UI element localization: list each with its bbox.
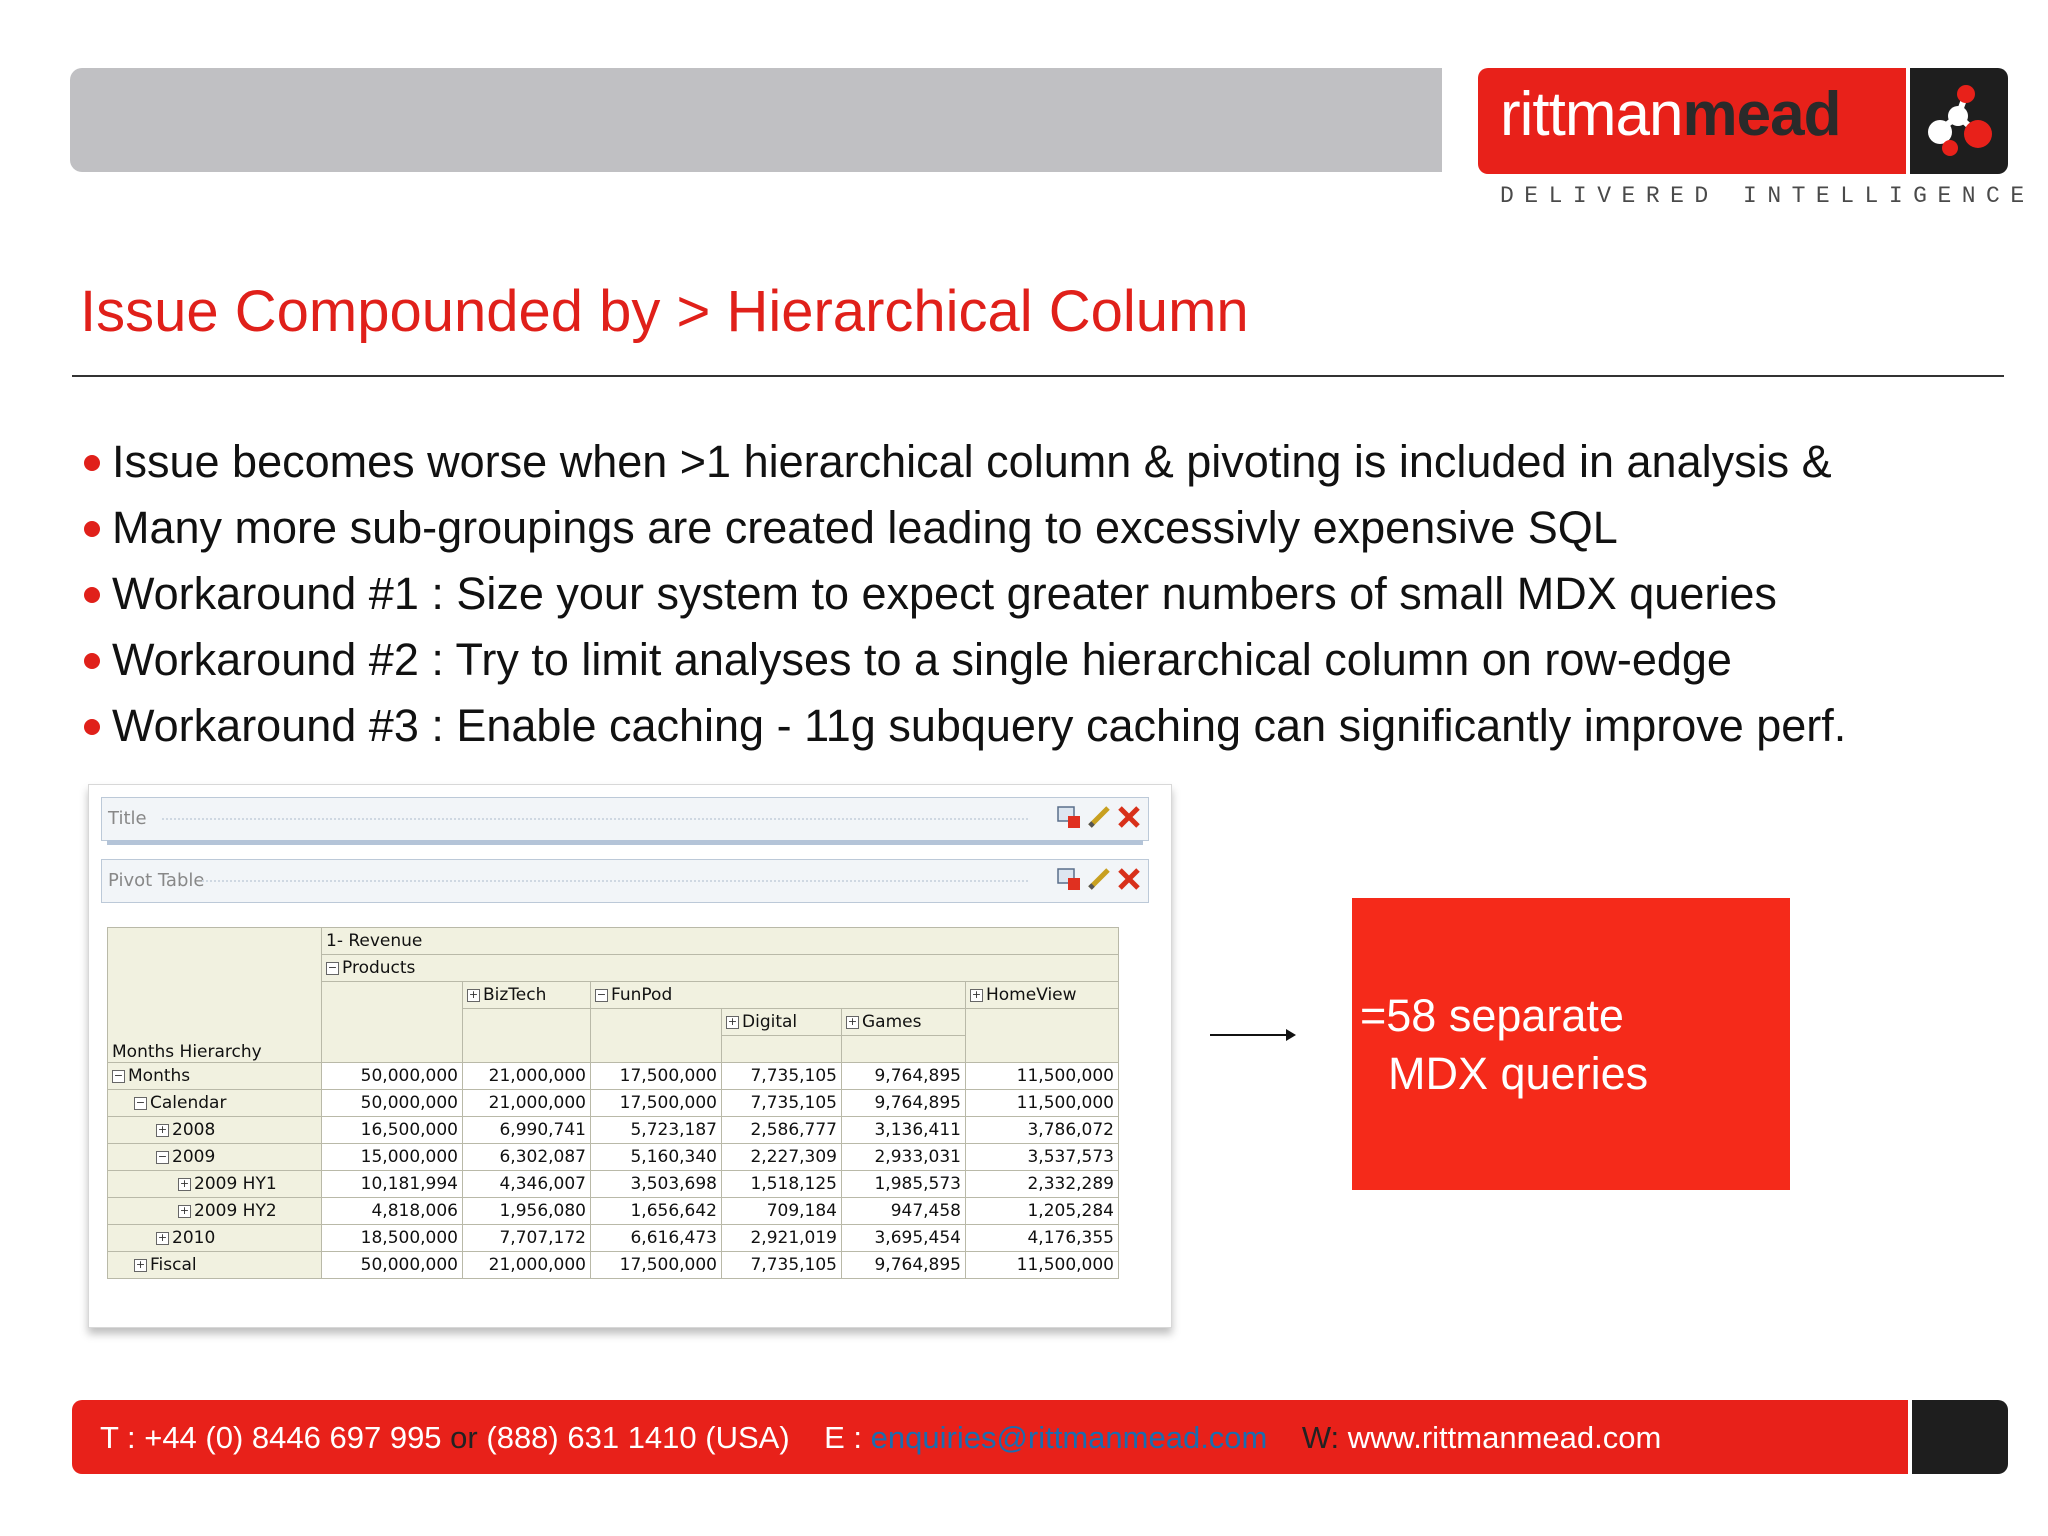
bullet-item: Workaround #3 : Enable caching - 11g subquery caching can significantly improve perf. <box>80 696 1846 762</box>
footer-email-label: E : <box>824 1420 863 1455</box>
close-x-icon[interactable] <box>1116 804 1142 830</box>
biztech-header[interactable]: + BizTech <box>463 982 591 1009</box>
edit-pencil-icon[interactable] <box>1086 804 1112 830</box>
table-row: + 2010 18,500,000 7,707,172 6,616,473 2,921,019 3,695,454 4,176,355 <box>108 1225 1119 1252</box>
row-label[interactable]: + 2010 <box>108 1225 322 1252</box>
expand-icon: + <box>847 1014 858 1028</box>
table-row: − 2009 15,000,000 6,302,087 5,160,340 2,227,309 2,933,031 3,537,573 <box>108 1144 1119 1171</box>
footer-phone: T : +44 (0) 8446 697 995 <box>100 1420 442 1455</box>
row-label[interactable]: + 2009 HY2 <box>108 1198 322 1225</box>
arrow-right-icon <box>1210 1034 1294 1036</box>
footer-web-link[interactable]: www.rittmanmead.com <box>1347 1420 1662 1455</box>
callout-line-1: =58 separate <box>1360 990 1624 1041</box>
measure-header: 1- Revenue <box>322 928 1119 955</box>
expand-icon: + <box>468 987 479 1001</box>
footer-contact <box>100 1420 1661 1456</box>
products-header[interactable]: − Products <box>322 955 1119 982</box>
view-properties-icon[interactable] <box>1056 804 1082 830</box>
row-label[interactable]: − 2009 <box>108 1144 322 1171</box>
row-label[interactable]: − Months <box>108 1063 322 1090</box>
table-row: + 2009 HY1 10,181,994 4,346,007 3,503,698 1,518,125 1,985,573 2,332,289 <box>108 1171 1119 1198</box>
bullet-item: Workaround #1 : Size your system to expect greater numbers of small MDX queries <box>80 564 1846 630</box>
pivot-panel-header <box>101 859 1149 903</box>
row-label[interactable]: + 2008 <box>108 1117 322 1144</box>
digital-header[interactable]: + Digital <box>722 1009 842 1036</box>
homeview-header[interactable]: + HomeView <box>966 982 1119 1009</box>
bullet-dot-icon <box>84 521 100 537</box>
pivot-panel-label: Pivot Table <box>108 870 205 891</box>
collapse-icon: − <box>157 1149 168 1163</box>
row-label[interactable]: + Fiscal <box>108 1252 322 1279</box>
table-row: + 2009 HY2 4,818,006 1,956,080 1,656,642 709,184 947,458 1,205,284 <box>108 1198 1119 1225</box>
expand-icon: + <box>179 1203 190 1217</box>
bullet-dot-icon <box>84 653 100 669</box>
row-label[interactable]: − Calendar <box>108 1090 322 1117</box>
table-row: + Fiscal 50,000,000 21,000,000 17,500,000 7,735,105 9,764,895 11,500,000 <box>108 1252 1119 1279</box>
footer-or: or <box>450 1420 478 1455</box>
bullet-dot-icon <box>84 455 100 471</box>
games-header[interactable]: + Games <box>842 1009 966 1036</box>
title-divider <box>72 375 2004 377</box>
header-bar <box>70 68 1442 172</box>
logo-mark-icon <box>1910 68 2008 174</box>
view-properties-icon[interactable] <box>1056 866 1082 892</box>
collapse-icon: − <box>596 987 607 1001</box>
footer-phone-us: (888) 631 1410 (USA) <box>486 1420 790 1455</box>
pivot-screenshot <box>88 784 1172 1328</box>
edit-pencil-icon[interactable] <box>1086 866 1112 892</box>
funpod-header[interactable]: − FunPod <box>591 982 966 1009</box>
slide-title: Issue Compounded by > Hierarchical Column <box>80 279 1249 344</box>
collapse-icon: − <box>327 960 338 974</box>
expand-icon: + <box>727 1014 738 1028</box>
company-logo: rittmanmead <box>1500 80 1841 149</box>
callout-box <box>1352 898 1790 1190</box>
collapse-icon: − <box>113 1068 124 1082</box>
expand-icon: + <box>179 1176 190 1190</box>
table-row: − Months 50,000,000 21,000,000 17,500,000 7,735,105 9,764,895 11,500,000 <box>108 1063 1119 1090</box>
footer-end-block <box>1912 1400 2008 1474</box>
table-row: + 2008 16,500,000 6,990,741 5,723,187 2,586,777 3,136,411 3,786,072 <box>108 1117 1119 1144</box>
title-panel-label: Title <box>108 808 147 829</box>
bullet-item: Workaround #2 : Try to limit analyses to a single hierarchical column on row-edge <box>80 630 1846 696</box>
callout-line-2: MDX queries <box>1388 1048 1649 1099</box>
bullet-dot-icon <box>84 719 100 735</box>
expand-icon: + <box>157 1230 168 1244</box>
expand-icon: + <box>157 1122 168 1136</box>
footer-email-link[interactable]: enquiries@rittmanmead.com <box>870 1420 1268 1455</box>
footer-web-label: W: <box>1301 1420 1340 1455</box>
row-label[interactable]: + 2009 HY1 <box>108 1171 322 1198</box>
pivot-table <box>107 927 1119 1279</box>
expand-icon: + <box>971 987 982 1001</box>
footer-bar <box>72 1400 1908 1474</box>
table-row: − Calendar 50,000,000 21,000,000 17,500,000 7,735,105 9,764,895 11,500,000 <box>108 1090 1119 1117</box>
bullet-item: Many more sub-groupings are created leading to excessivly expensive SQL <box>80 498 1846 564</box>
expand-icon: + <box>135 1257 146 1271</box>
tagline: DELIVERED INTELLIGENCE <box>1500 183 2035 209</box>
bullet-list <box>80 432 1846 762</box>
bullet-dot-icon <box>84 587 100 603</box>
collapse-icon: − <box>135 1095 146 1109</box>
row-header-cell: Months Hierarchy <box>108 928 322 1063</box>
close-x-icon[interactable] <box>1116 866 1142 892</box>
title-panel-header <box>101 797 1149 841</box>
bullet-item: Issue becomes worse when >1 hierarchical column & pivoting is included in analysis & <box>80 432 1846 498</box>
